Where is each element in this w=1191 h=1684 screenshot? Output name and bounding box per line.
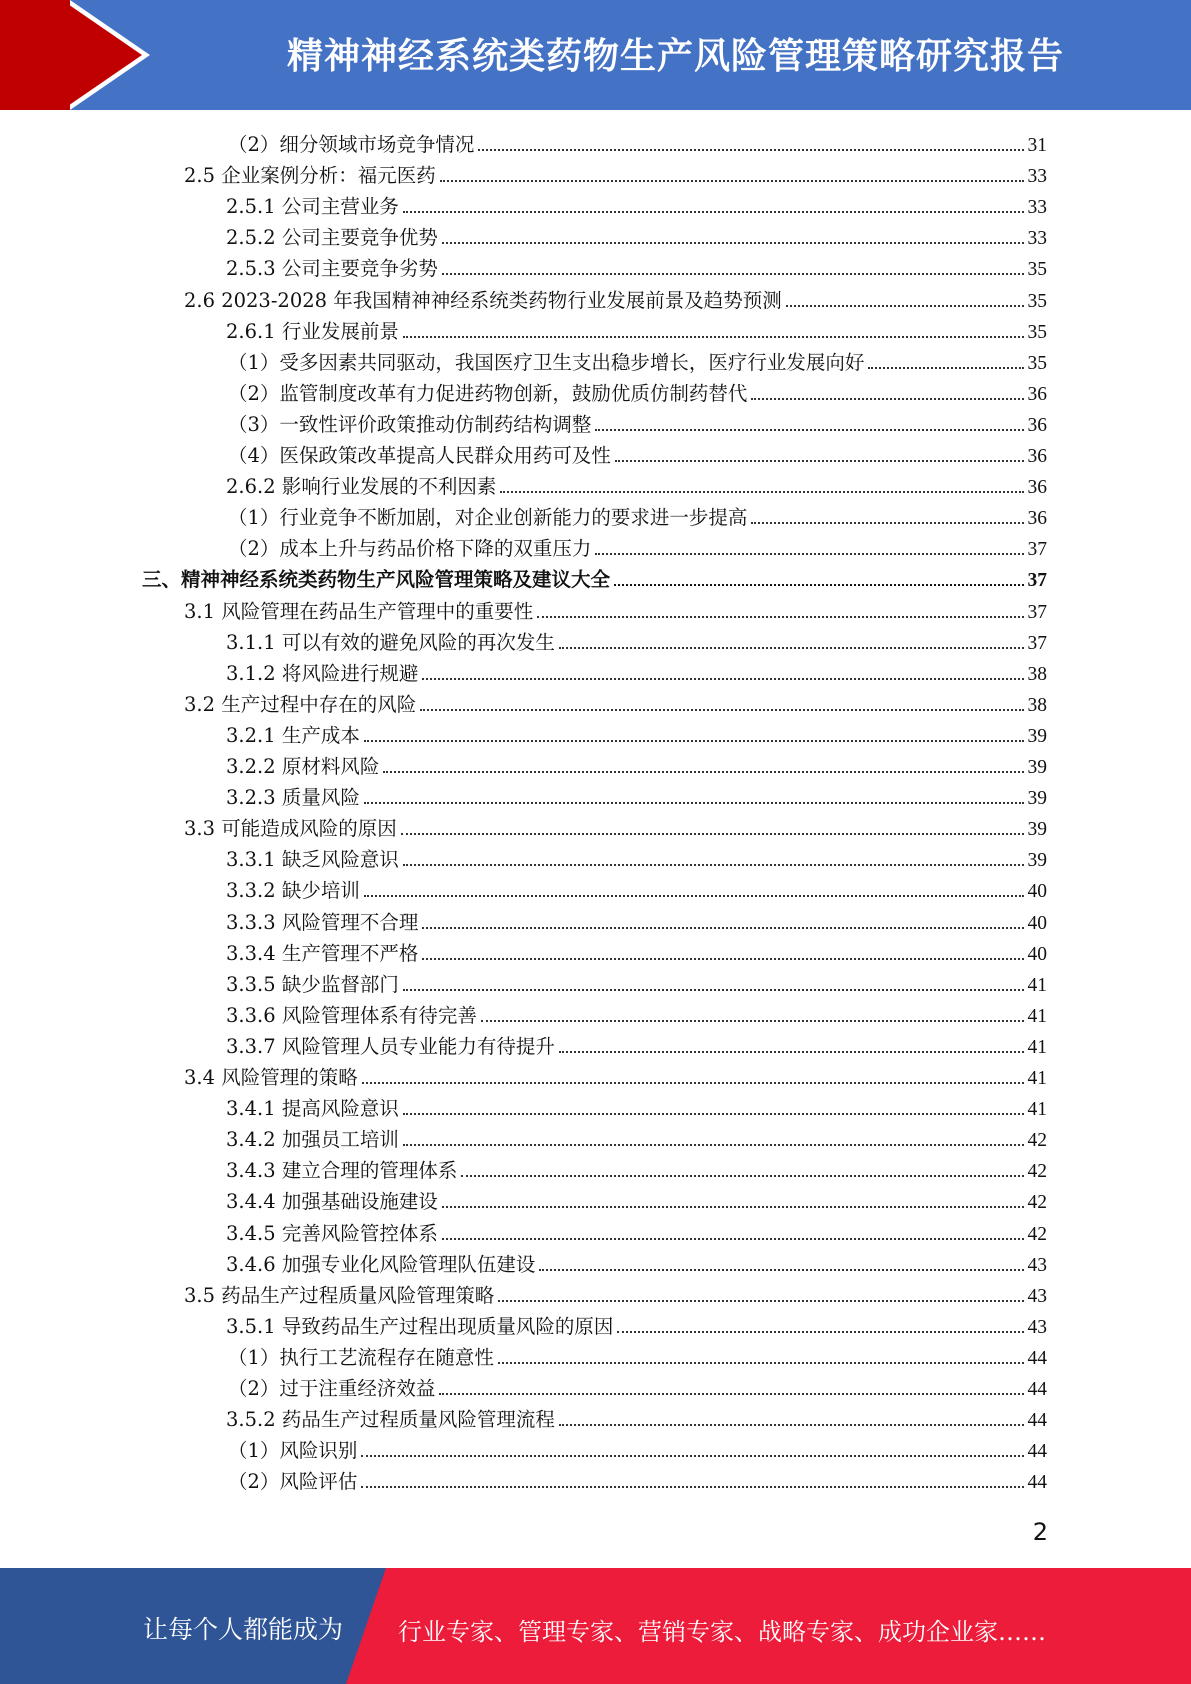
toc-leader-dots bbox=[420, 709, 1023, 711]
toc-entry-page: 42 bbox=[1027, 1192, 1047, 1214]
toc-entry-page: 35 bbox=[1027, 259, 1047, 281]
toc-entry-label: 3.4 风险管理的策略 bbox=[184, 1066, 358, 1089]
toc-leader-dots bbox=[361, 1455, 1023, 1457]
toc-entry-page: 33 bbox=[1027, 166, 1047, 188]
toc-leader-dots bbox=[422, 678, 1023, 680]
toc-entry-page: 35 bbox=[1027, 352, 1047, 374]
toc-entry[interactable] bbox=[184, 1277, 1047, 1308]
toc-entry-label: （1）行业竞争不断加剧，对企业创新能力的要求进一步提高 bbox=[228, 506, 748, 530]
toc-entry[interactable] bbox=[228, 406, 1047, 437]
toc-entry-label: 3.3.4 生产管理不严格 bbox=[226, 941, 419, 965]
toc-leader-dots bbox=[751, 522, 1023, 524]
toc-leader-dots bbox=[403, 1113, 1024, 1115]
toc-entry-label: 3.2.1 生产成本 bbox=[226, 723, 360, 747]
toc-leader-dots bbox=[403, 1144, 1024, 1146]
toc-leader-dots bbox=[403, 864, 1024, 866]
toc-entry[interactable] bbox=[226, 250, 1047, 281]
toc-entry-label: 3.4.1 提高风险意识 bbox=[226, 1097, 399, 1121]
toc-entry-label: 2.6.2 影响行业发展的不利因素 bbox=[226, 475, 497, 499]
toc-leader-dots bbox=[751, 398, 1023, 400]
toc-entry[interactable] bbox=[228, 530, 1047, 561]
toc-entry[interactable] bbox=[226, 468, 1047, 499]
toc-entry[interactable] bbox=[226, 1308, 1047, 1339]
toc-entry[interactable] bbox=[184, 282, 1047, 313]
toc-entry[interactable] bbox=[226, 779, 1047, 810]
toc-leader-dots bbox=[422, 927, 1023, 929]
toc-entry[interactable] bbox=[226, 1183, 1047, 1214]
toc-entry-label: 2.6.1 行业发展前景 bbox=[226, 319, 399, 343]
toc-entry-page: 39 bbox=[1027, 850, 1047, 872]
toc-entry-label: 3.3.3 风险管理不合理 bbox=[226, 910, 419, 934]
toc-entry-page: 37 bbox=[1027, 539, 1047, 561]
toc-entry[interactable] bbox=[226, 188, 1047, 219]
toc-leader-dots bbox=[559, 1424, 1024, 1426]
toc-entry-page: 40 bbox=[1027, 912, 1047, 934]
toc-entry-label: （2）成本上升与药品价格下降的双重压力 bbox=[228, 537, 592, 561]
toc-entry-label: （1）执行工艺流程存在随意性 bbox=[228, 1345, 494, 1369]
toc-entry-label: 2.6 2023-2028 年我国精神神经系统类药物行业发展前景及趋势预测 bbox=[184, 288, 782, 312]
toc-leader-dots bbox=[498, 1362, 1024, 1364]
toc-entry-label: 3.1.2 将风险进行规避 bbox=[226, 661, 419, 685]
toc-entry-label: 3.4.3 建立合理的管理体系 bbox=[226, 1159, 458, 1183]
toc-leader-dots bbox=[481, 1020, 1024, 1022]
toc-entry[interactable] bbox=[226, 997, 1047, 1028]
toc-entry-page: 44 bbox=[1027, 1347, 1047, 1369]
toc-entry-label: （3）一致性评价政策推动仿制药结构调整 bbox=[228, 412, 592, 436]
toc-entry[interactable] bbox=[226, 1215, 1047, 1246]
toc-entry-label: 3.2.3 质量风险 bbox=[226, 786, 360, 810]
toc-entry-label: （2）过于注重经济效益 bbox=[228, 1377, 436, 1400]
toc-leader-dots bbox=[498, 1300, 1023, 1302]
toc-entry-label: （1）受多因素共同驱动，我国医疗卫生支出稳步增长，医疗行业发展向好 bbox=[228, 350, 865, 374]
toc-entry-label: 3.3.7 风险管理人员专业能力有待提升 bbox=[226, 1034, 555, 1058]
toc-entry[interactable] bbox=[226, 655, 1047, 686]
toc-entry-page: 41 bbox=[1027, 1036, 1047, 1058]
toc-entry-page: 39 bbox=[1027, 819, 1047, 841]
toc-entry[interactable] bbox=[228, 126, 1047, 157]
toc-leader-dots bbox=[364, 802, 1024, 804]
toc-leader-dots bbox=[615, 460, 1024, 462]
toc-leader-dots bbox=[422, 958, 1023, 960]
toc-entry[interactable] bbox=[226, 1121, 1047, 1152]
toc-entry[interactable] bbox=[226, 1090, 1047, 1121]
toc-entry-label: 3.1 风险管理在药品生产管理中的重要性 bbox=[184, 599, 534, 623]
toc-leader-dots bbox=[868, 367, 1023, 369]
toc-entry-page: 38 bbox=[1027, 694, 1047, 716]
toc-entry-page: 40 bbox=[1027, 881, 1047, 903]
toc-entry[interactable] bbox=[226, 872, 1047, 903]
toc-entry[interactable] bbox=[184, 810, 1047, 841]
toc-entry-label: 三、精神神经系统类药物生产风险管理策略及建议大全 bbox=[142, 568, 611, 592]
toc-entry-label: 2.5.3 公司主要竞争劣势 bbox=[226, 257, 438, 281]
toc-entry[interactable] bbox=[228, 1432, 1047, 1463]
toc-leader-dots bbox=[595, 429, 1023, 431]
toc-entry-label: 3.4.6 加强专业化风险管理队伍建设 bbox=[226, 1252, 536, 1276]
toc-entry-page: 31 bbox=[1027, 135, 1047, 156]
toc-entry-label: 3.2.2 原材料风险 bbox=[226, 755, 380, 778]
toc-entry-page: 36 bbox=[1027, 477, 1047, 499]
toc-entry-page: 41 bbox=[1027, 1005, 1047, 1027]
toc-entry-page: 38 bbox=[1027, 663, 1047, 685]
toc-entry-page: 41 bbox=[1027, 1068, 1047, 1089]
toc-leader-dots bbox=[403, 211, 1024, 213]
report-title: 精神神经系统类药物生产风险管理策略研究报告 bbox=[286, 36, 1064, 77]
toc-entry-label: 3.3.1 缺乏风险意识 bbox=[226, 848, 399, 872]
toc-leader-dots bbox=[383, 771, 1023, 773]
toc-entry-page: 44 bbox=[1027, 1441, 1047, 1463]
toc-entry-page: 41 bbox=[1027, 974, 1047, 996]
toc-entry-page: 43 bbox=[1027, 1316, 1047, 1338]
toc-entry[interactable] bbox=[226, 219, 1047, 250]
toc-leader-dots bbox=[364, 740, 1024, 742]
toc-entry-page: 42 bbox=[1027, 1130, 1047, 1152]
toc-entry[interactable] bbox=[226, 313, 1047, 344]
toc-entry-label: 3.4.5 完善风险管控体系 bbox=[226, 1221, 438, 1245]
toc-leader-dots bbox=[500, 491, 1023, 493]
toc-entry[interactable] bbox=[228, 499, 1047, 530]
toc-entry-page: 44 bbox=[1027, 1410, 1047, 1432]
toc-entry[interactable] bbox=[228, 1463, 1047, 1494]
toc-entry-page: 35 bbox=[1027, 290, 1047, 312]
toc-entry-label: 3.5.2 药品生产过程质量风险管理流程 bbox=[226, 1408, 555, 1432]
toc-leader-dots bbox=[401, 833, 1024, 835]
toc-entry-label: （2）风险评估 bbox=[228, 1470, 358, 1494]
toc-entry-label: 2.5.1 公司主营业务 bbox=[226, 195, 399, 219]
toc-entry[interactable] bbox=[226, 1152, 1047, 1183]
toc-entry[interactable] bbox=[226, 935, 1047, 966]
toc-entry-label: 3.3.5 缺少监督部门 bbox=[226, 972, 399, 996]
toc-entry[interactable] bbox=[226, 841, 1047, 872]
toc-entry[interactable] bbox=[226, 624, 1047, 655]
toc-entry[interactable] bbox=[228, 1370, 1047, 1401]
toc-leader-dots bbox=[539, 1269, 1023, 1271]
toc-leader-dots bbox=[440, 180, 1024, 182]
toc-entry-page: 43 bbox=[1027, 1254, 1047, 1276]
toc-entry[interactable] bbox=[226, 1246, 1047, 1277]
toc-entry-label: 3.4.2 加强员工培训 bbox=[226, 1128, 399, 1152]
toc-entry-page: 42 bbox=[1027, 1161, 1047, 1183]
toc-entry-page: 36 bbox=[1027, 414, 1047, 436]
toc-leader-dots bbox=[537, 616, 1023, 618]
toc-leader-dots bbox=[442, 1206, 1024, 1208]
toc-entry-label: （2）细分领域市场竞争情况 bbox=[228, 133, 475, 156]
toc-leader-dots bbox=[362, 1082, 1024, 1084]
toc-entry[interactable] bbox=[226, 1028, 1047, 1059]
toc-leader-dots bbox=[403, 989, 1024, 991]
page-footer bbox=[0, 1568, 1191, 1684]
page-header bbox=[0, 0, 1191, 110]
toc-leader-dots bbox=[559, 647, 1024, 649]
toc-entry-label: （1）风险识别 bbox=[228, 1439, 358, 1463]
toc-entry-page: 39 bbox=[1027, 725, 1047, 747]
toc-entry-label: 2.5 企业案例分析：福元医药 bbox=[184, 164, 436, 188]
toc-entry-page: 37 bbox=[1027, 632, 1047, 654]
toc-entry-page: 36 bbox=[1027, 383, 1047, 405]
toc-entry[interactable] bbox=[184, 593, 1047, 624]
toc-entry-label: （4）医保政策改革提高人民群众用药可及性 bbox=[228, 444, 611, 467]
toc-entry-page: 41 bbox=[1027, 1099, 1047, 1121]
toc-leader-dots bbox=[442, 273, 1024, 275]
toc-entry-label: （2）监管制度改革有力促进药物创新，鼓励优质仿制药替代 bbox=[228, 381, 748, 405]
toc-entry-page: 39 bbox=[1027, 757, 1047, 778]
toc-entry-label: 3.5.1 导致药品生产过程出现质量风险的原因 bbox=[226, 1314, 614, 1338]
toc-entry-page: 36 bbox=[1027, 508, 1047, 530]
toc-entry[interactable] bbox=[226, 1401, 1047, 1432]
toc-entry[interactable] bbox=[228, 1339, 1047, 1370]
toc-entry-page: 44 bbox=[1027, 1472, 1047, 1494]
footer-slogan-right: 行业专家、管理专家、营销专家、战略专家、成功企业家…… bbox=[398, 1618, 1046, 1646]
toc-entry[interactable] bbox=[226, 748, 1047, 779]
toc-leader-dots bbox=[614, 584, 1023, 586]
toc-entry[interactable] bbox=[226, 966, 1047, 997]
footer-slogan-left: 让每个人都能成为 bbox=[143, 1615, 344, 1644]
toc-entry-page: 33 bbox=[1027, 228, 1047, 250]
toc-entry-label: 3.3.6 风险管理体系有待完善 bbox=[226, 1003, 477, 1027]
toc-entry-page: 35 bbox=[1027, 321, 1047, 343]
toc-leader-dots bbox=[478, 149, 1023, 151]
toc-leader-dots bbox=[595, 553, 1023, 555]
toc-entry-page: 33 bbox=[1027, 197, 1047, 219]
toc-leader-dots bbox=[461, 1175, 1023, 1177]
toc-entry-label: 3.4.4 加强基础设施建设 bbox=[226, 1190, 438, 1214]
toc-leader-dots bbox=[442, 1238, 1024, 1240]
toc-entry-label: 3.3.2 缺少培训 bbox=[226, 879, 360, 903]
toc-entry-label: 3.1.1 可以有效的避免风险的再次发生 bbox=[226, 630, 555, 654]
toc-entry-page: 42 bbox=[1027, 1223, 1047, 1245]
toc-entry[interactable] bbox=[226, 717, 1047, 748]
toc-entry-page: 36 bbox=[1027, 446, 1047, 467]
toc-entry-label: 3.3 可能造成风险的原因 bbox=[184, 817, 397, 841]
toc-entry[interactable] bbox=[228, 375, 1047, 406]
toc-entry[interactable] bbox=[184, 1059, 1047, 1090]
toc-entry[interactable] bbox=[228, 344, 1047, 375]
toc-entry-page: 37 bbox=[1027, 570, 1047, 592]
toc-entry[interactable] bbox=[184, 157, 1047, 188]
toc-entry-label: 3.5 药品生产过程质量风险管理策略 bbox=[184, 1283, 495, 1307]
toc-leader-dots bbox=[361, 1486, 1023, 1488]
toc-entry-page: 37 bbox=[1027, 601, 1047, 623]
toc-entry-page: 44 bbox=[1027, 1379, 1047, 1400]
toc-entry-label: 3.2 生产过程中存在的风险 bbox=[184, 692, 417, 716]
toc-leader-dots bbox=[439, 1393, 1023, 1395]
toc-entry-label: 2.5.2 公司主要竞争优势 bbox=[226, 226, 438, 250]
header-chevron-red bbox=[62, 0, 142, 110]
toc-entry-page: 43 bbox=[1027, 1285, 1047, 1307]
toc-entry-page: 39 bbox=[1027, 788, 1047, 810]
toc-leader-dots bbox=[617, 1331, 1023, 1333]
toc-leader-dots bbox=[559, 1051, 1024, 1053]
toc-entry[interactable] bbox=[228, 437, 1047, 468]
toc-entry[interactable] bbox=[184, 686, 1047, 717]
toc-entry[interactable] bbox=[142, 561, 1047, 592]
toc-leader-dots bbox=[786, 305, 1024, 307]
toc-leader-dots bbox=[364, 895, 1024, 897]
page-number: 2 bbox=[1032, 1518, 1048, 1546]
header-red-block bbox=[0, 0, 70, 110]
toc-leader-dots bbox=[442, 242, 1024, 244]
toc-leader-dots bbox=[403, 336, 1024, 338]
toc-entry-page: 40 bbox=[1027, 943, 1047, 965]
toc-entry[interactable] bbox=[226, 904, 1047, 935]
